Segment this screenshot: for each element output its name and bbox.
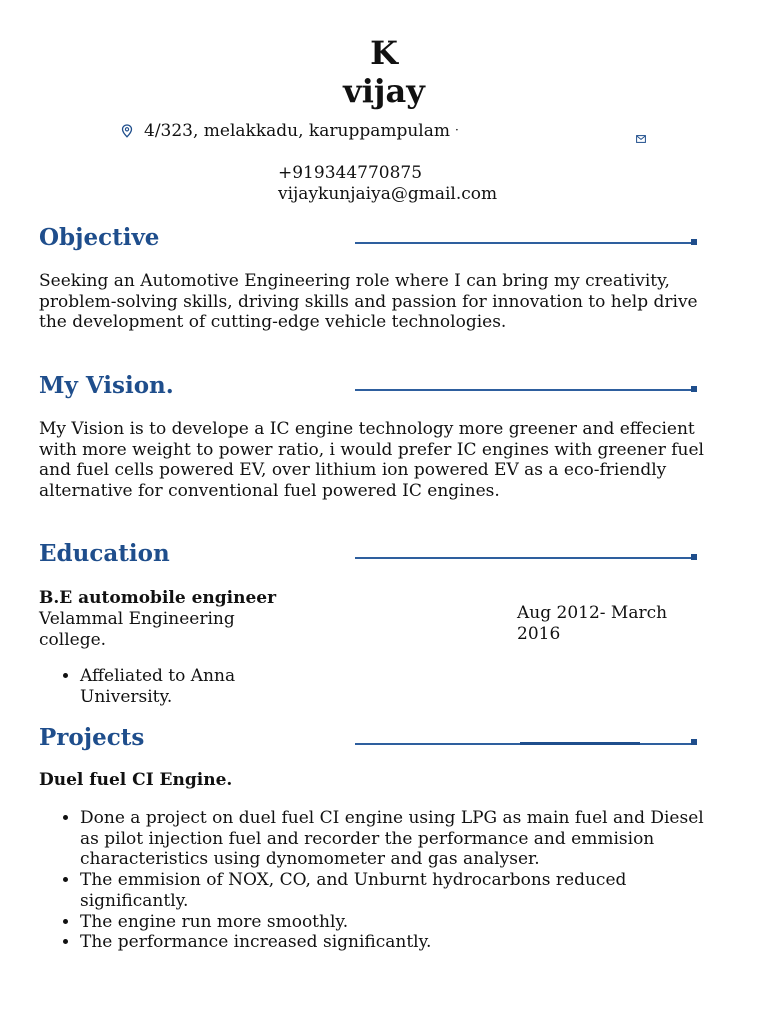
education-dates-line1: Aug 2012- March	[517, 603, 668, 623]
address: 4/323, melakkadu, karuppampulam	[144, 121, 450, 141]
section-title-objective: Objective	[39, 224, 160, 251]
education-dates-line2: 2016	[517, 624, 561, 644]
list-item: • Done a project on duel fuel CI engine using LPG as main fuel and Diesel as pilot injection fuel and recorder the performance and emmision characteristics using dynomometer and gas analyser.	[80, 808, 720, 870]
objective-text: Seeking an Automotive Engineering role where I can bring my creativity, problem-solving skills, driving skills and passion for innovation to help drive the development of cutting-edge vehicle technologies.	[39, 271, 698, 333]
phone-number: +919344770875	[278, 163, 423, 183]
divider-end-marker	[691, 554, 697, 560]
last-name: vijay	[343, 72, 425, 110]
vision-text: My Vision is to develope a IC engine technology more greener and effecient with more weight to power ratio, i would prefer IC engines with greener fuel and fuel cells powered EV, over lithium ion powered EV as a eco-friendly alternative for conventional fuel powered IC engines.	[39, 419, 704, 502]
location-icon	[121, 123, 133, 137]
section-title-projects: Projects	[39, 724, 145, 751]
divider-end-marker	[691, 239, 697, 245]
list-item: • The emmision of NOX, CO, and Unburnt hydrocarbons reduced significantly.	[80, 870, 720, 911]
divider-accent-segment	[520, 742, 640, 745]
section-title-education: Education	[39, 540, 170, 567]
list-item: • The engine run more smoothly.	[80, 912, 720, 933]
list-item: • The performance increased significantly.	[80, 932, 720, 953]
education-bullets	[39, 666, 310, 707]
college-name-line1: Velammal Engineering	[39, 609, 235, 629]
project-title: Duel fuel CI Engine.	[39, 770, 233, 790]
divider-end-marker	[691, 739, 697, 745]
first-name: K	[370, 34, 398, 72]
section-divider-education	[355, 557, 697, 559]
degree-title: B.E automobile engineer	[39, 588, 277, 608]
address-separator: ·	[455, 123, 459, 137]
email-address[interactable]: vijaykunjaiya@gmail.com	[278, 184, 498, 204]
divider-end-marker	[691, 386, 697, 392]
mail-icon	[636, 128, 646, 136]
section-divider-vision	[355, 389, 697, 391]
list-item: • Affeliated to Anna University.	[80, 666, 310, 707]
college-name-line2: college.	[39, 630, 107, 650]
section-divider-objective	[355, 242, 697, 244]
project-bullets	[39, 808, 720, 953]
section-title-vision: My Vision.	[39, 372, 174, 399]
